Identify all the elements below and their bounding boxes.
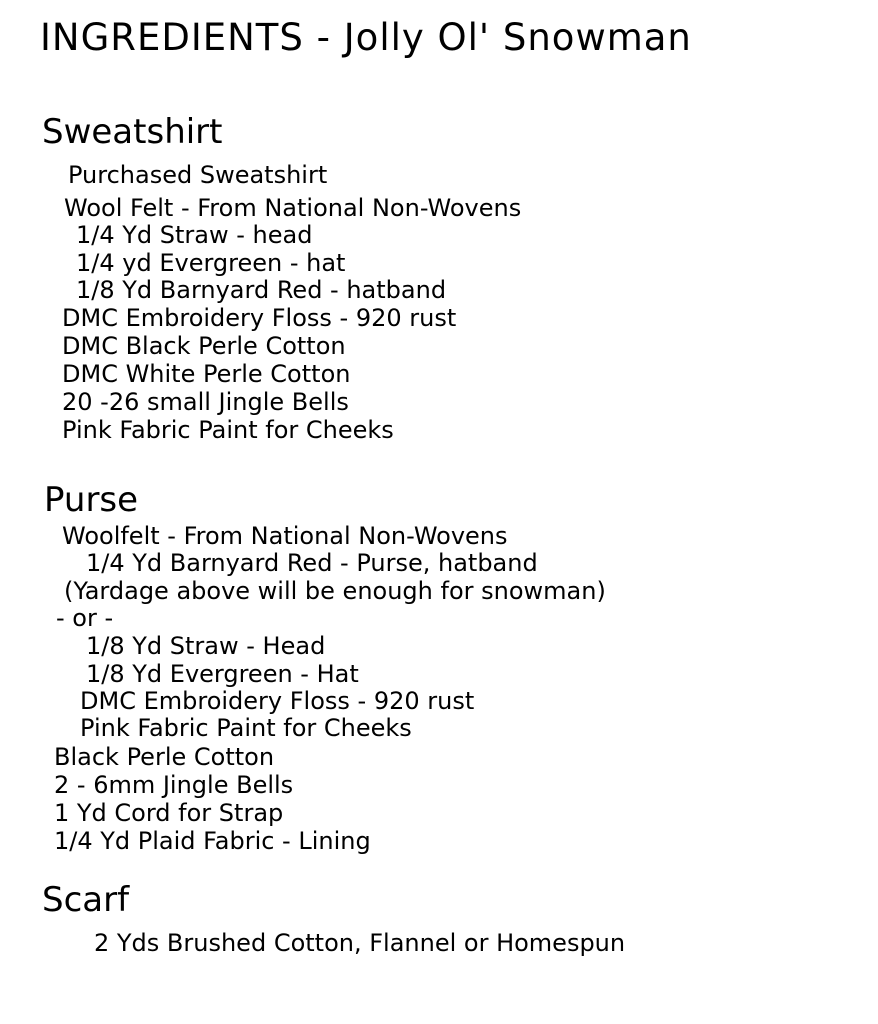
ingredient-item: DMC Embroidery Floss - 920 rust <box>80 687 475 715</box>
ingredient-item: 1/4 Yd Straw - head <box>76 221 313 249</box>
section-heading-scarf: Scarf <box>42 880 130 920</box>
ingredient-item: 1/8 Yd Barnyard Red - hatband <box>76 276 447 304</box>
ingredient-item: 1/8 Yd Evergreen - Hat <box>86 660 359 688</box>
ingredient-item: 1 Yd Cord for Strap <box>54 799 284 827</box>
ingredient-item: 20 -26 small Jingle Bells <box>62 388 349 416</box>
ingredient-item: Pink Fabric Paint for Cheeks <box>62 416 394 444</box>
ingredient-item: DMC Black Perle Cotton <box>62 332 346 360</box>
ingredient-item: DMC Embroidery Floss - 920 rust <box>62 304 457 332</box>
ingredient-item: 2 Yds Brushed Cotton, Flannel or Homespun <box>94 929 626 957</box>
ingredient-item: Black Perle Cotton <box>54 743 275 771</box>
ingredient-item: 1/4 Yd Plaid Fabric - Lining <box>54 827 371 855</box>
ingredient-item: - or - <box>56 604 114 632</box>
ingredient-item: Wool Felt - From National Non-Wovens <box>64 194 522 222</box>
ingredient-item: DMC White Perle Cotton <box>62 360 351 388</box>
ingredient-item: 1/4 Yd Barnyard Red - Purse, hatband <box>86 549 538 577</box>
ingredient-item: Purchased Sweatshirt <box>68 161 328 189</box>
ingredient-item: (Yardage above will be enough for snowman) <box>64 577 606 605</box>
ingredient-item: Pink Fabric Paint for Cheeks <box>80 714 412 742</box>
ingredient-item: Woolfelt - From National Non-Wovens <box>62 522 508 550</box>
page-title: INGREDIENTS - Jolly Ol' Snowman <box>40 16 692 59</box>
ingredient-item: 2 - 6mm Jingle Bells <box>54 771 294 799</box>
section-heading-sweatshirt: Sweatshirt <box>42 112 223 152</box>
ingredient-item: 1/8 Yd Straw - Head <box>86 632 326 660</box>
section-heading-purse: Purse <box>44 480 139 520</box>
ingredient-item: 1/4 yd Evergreen - hat <box>76 249 346 277</box>
